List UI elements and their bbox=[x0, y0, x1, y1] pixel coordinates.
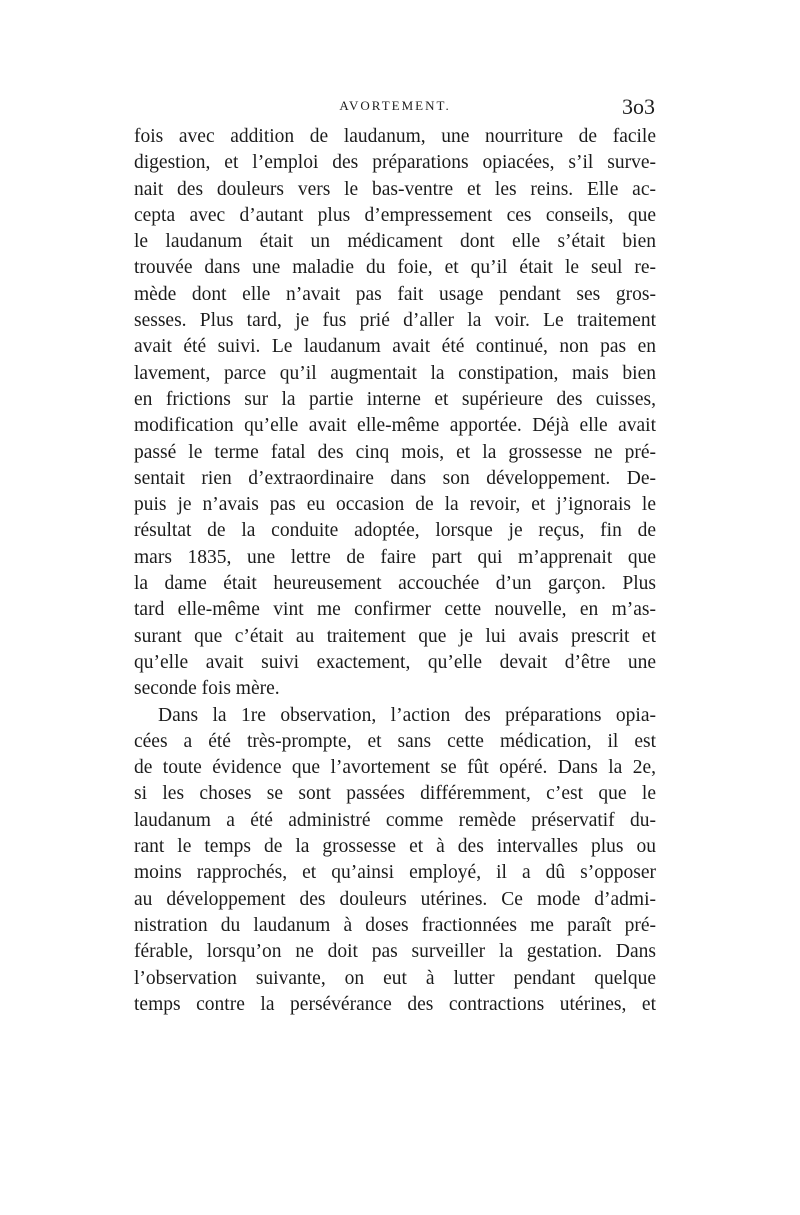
page-number: 3o3 bbox=[622, 94, 655, 119]
text-line: lavement, parce qu’il augmentait la constipation, mais bien bbox=[134, 362, 656, 384]
text-line: cepta avec d’autant plus d’empressement ces conseils, que bbox=[134, 204, 656, 226]
text-line: tard elle-même vint me confirmer cette nouvelle, en m’as- bbox=[134, 599, 656, 621]
text-line: rant le temps de la grossesse et à des intervalles plus ou bbox=[134, 836, 656, 858]
text-line: surant que c’était au traitement que je lui avais prescrit et bbox=[134, 625, 656, 647]
running-title: AVORTEMENT. bbox=[339, 98, 451, 113]
text-line: trouvée dans une maladie du foie, et qu’il était le seul re- bbox=[134, 257, 656, 279]
text-line: de toute évidence que l’avortement se fût opéré. Dans la 2e, bbox=[134, 757, 656, 779]
text-line: modification qu’elle avait elle-même apportée. Déjà elle avait bbox=[134, 415, 656, 437]
text-line: moins rapprochés, et qu’ainsi employé, il a dû s’opposer bbox=[134, 862, 656, 884]
paragraph-start-line: Dans la 1re observation, l’action des préparations opia- bbox=[158, 704, 656, 726]
text-line: en frictions sur la partie interne et supérieure des cuisses, bbox=[134, 388, 656, 410]
text-line: résultat de la conduite adoptée, lorsque je reçus, fin de bbox=[134, 520, 656, 542]
text-line: sesses. Plus tard, je fus prié d’aller la voir. Le traitement bbox=[134, 310, 656, 332]
text-line: nistration du laudanum à doses fractionnées me paraît pré- bbox=[134, 914, 656, 936]
text-body bbox=[134, 124, 656, 1018]
text-line: mède dont elle n’avait pas fait usage pendant ses gros- bbox=[134, 283, 656, 305]
text-line: mars 1835, une lettre de faire part qui m’apprenait que bbox=[134, 546, 656, 568]
running-head bbox=[135, 94, 655, 120]
paragraph-end-line: seconde fois mère. bbox=[134, 678, 280, 700]
text-line: la dame était heureusement accouchée d’un garçon. Plus bbox=[134, 573, 656, 595]
text-line: puis je n’avais pas eu occasion de la revoir, et j’ignorais le bbox=[134, 494, 656, 516]
text-line: laudanum a été administré comme remède préservatif du- bbox=[134, 809, 656, 831]
text-line: sentait rien d’extraordinaire dans son développement. De- bbox=[134, 467, 656, 489]
text-line: temps contre la persévérance des contractions utérines, et bbox=[134, 993, 656, 1015]
text-line: férable, lorsqu’on ne doit pas surveiller la gestation. Dans bbox=[134, 941, 656, 963]
text-line: le laudanum était un médicament dont elle s’était bien bbox=[134, 231, 656, 253]
text-line: si les choses se sont passées différemment, c’est que le bbox=[134, 783, 656, 805]
text-line: au développement des douleurs utérines. Ce mode d’admi- bbox=[134, 888, 656, 910]
text-line: passé le terme fatal des cinq mois, et la grossesse ne pré- bbox=[134, 441, 656, 463]
text-line: digestion, et l’emploi des préparations opiacées, s’il surve- bbox=[134, 152, 656, 174]
text-line: qu’elle avait suivi exactement, qu’elle devait d’être une bbox=[134, 651, 656, 673]
text-line: nait des douleurs vers le bas-ventre et les reins. Elle ac- bbox=[134, 178, 656, 200]
text-line: fois avec addition de laudanum, une nourriture de facile bbox=[134, 126, 656, 147]
text-line: l’observation suivante, on eut à lutter pendant quelque bbox=[134, 967, 656, 989]
text-line: avait été suivi. Le laudanum avait été continué, non pas en bbox=[134, 336, 656, 358]
text-line: cées a été très-prompte, et sans cette médication, il est bbox=[134, 730, 656, 752]
